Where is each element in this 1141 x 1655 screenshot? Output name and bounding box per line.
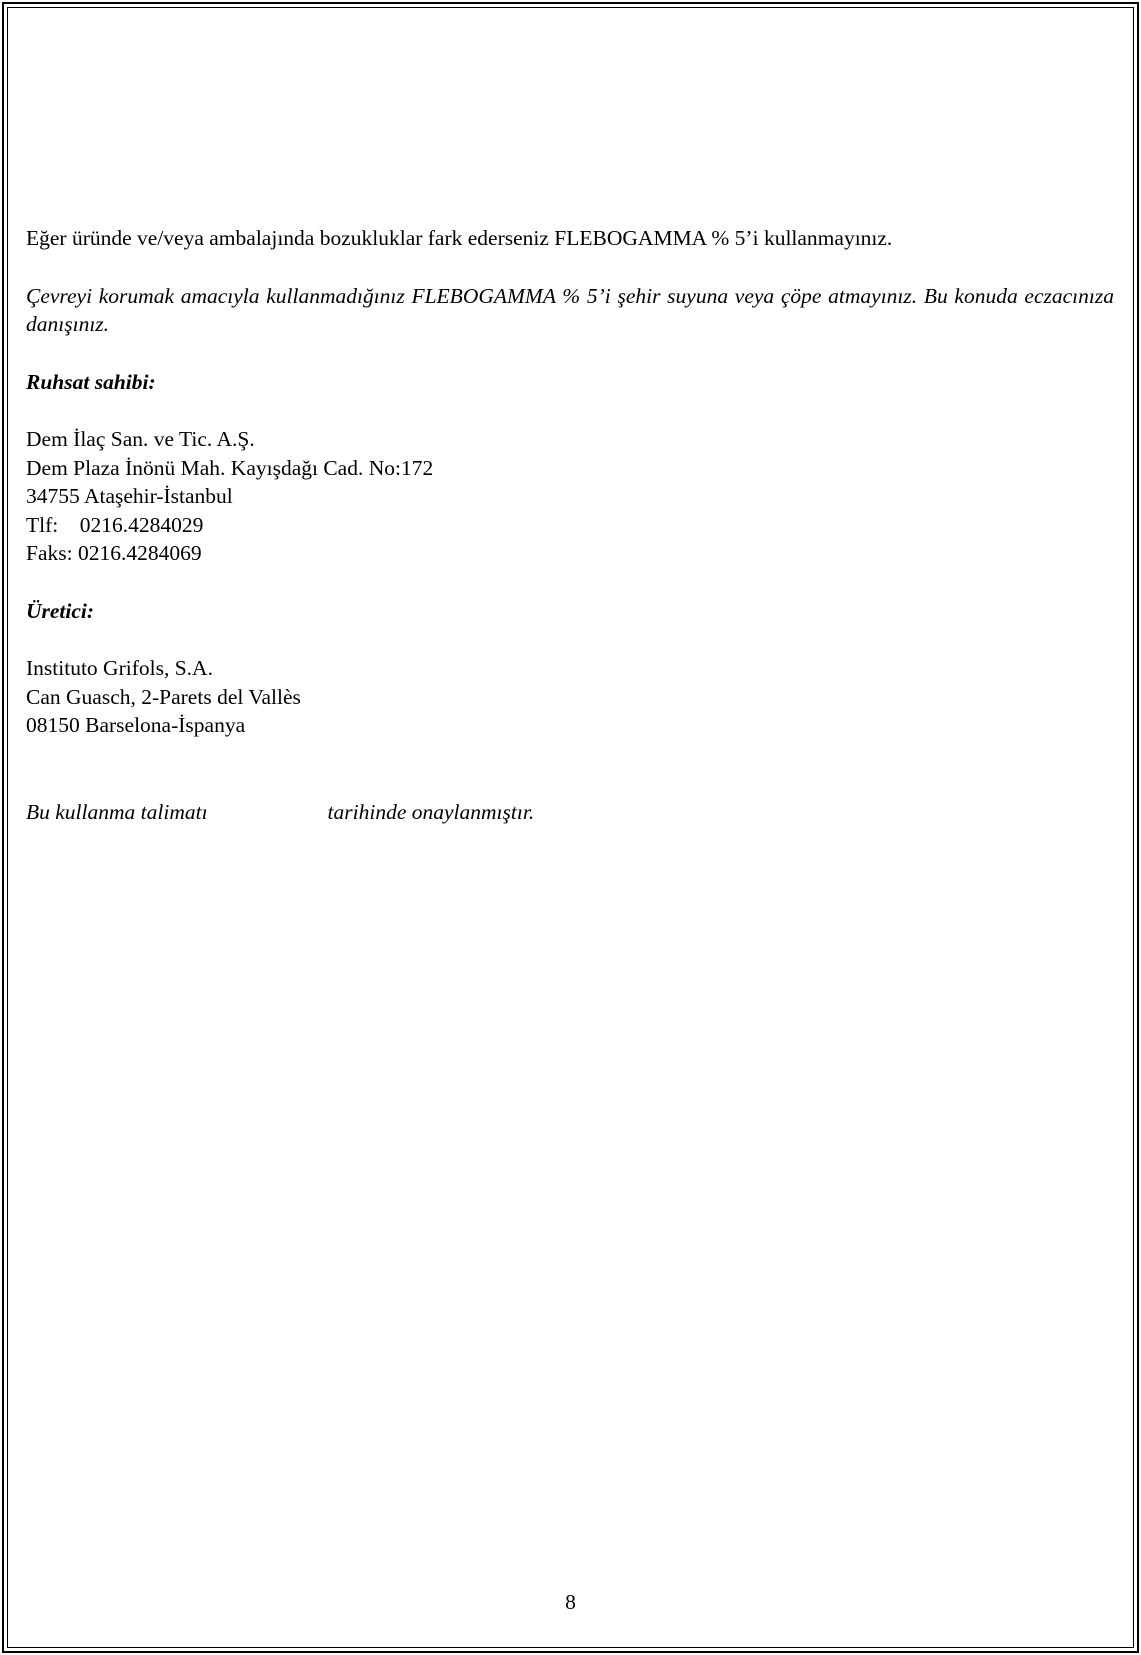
approval-text-before: Bu kullanma talimatı <box>26 799 208 824</box>
license-holder-city: 34755 Ataşehir-İstanbul <box>26 484 233 508</box>
approval-text-after: tarihinde onaylanmıştır. <box>327 799 535 824</box>
license-holder-company: Dem İlaç San. ve Tic. A.Ş. <box>26 427 255 451</box>
license-holder-street: Dem Plaza İnönü Mah. Kayışdağı Cad. No:172 <box>26 455 434 480</box>
manufacturer-company: Instituto Grifols, S.A. <box>26 656 213 680</box>
manufacturer-street: Can Guasch, 2-Parets del Vallès <box>26 684 301 709</box>
page-number: 8 <box>565 1590 576 1614</box>
manufacturer-heading: Üretici: <box>26 598 95 623</box>
damage-warning-paragraph: Eğer üründe ve/veya ambalajında bozukluklar fark ederseniz FLEBOGAMMA % 5’i kullanmayınız. <box>26 226 893 250</box>
manufacturer-city: 08150 Barselona-İspanya <box>26 713 246 737</box>
license-holder-address <box>26 425 1114 568</box>
approval-statement <box>26 798 1114 827</box>
license-holder-fax: Faks: 0216.4284069 <box>26 541 202 565</box>
environment-paragraph: Çevreyi korumak amacıyla kullanmadığınız FLEBOGAMMA % 5’i şehir suyuna veya çöpe atmayınız. Bu konuda eczacınıza danışınız. <box>26 283 1114 336</box>
manufacturer-address <box>26 654 1114 740</box>
license-holder-heading: Ruhsat sahibi: <box>26 369 156 394</box>
license-holder-phone: Tlf: 0216.4284029 <box>26 512 204 537</box>
document-body <box>26 224 1114 826</box>
